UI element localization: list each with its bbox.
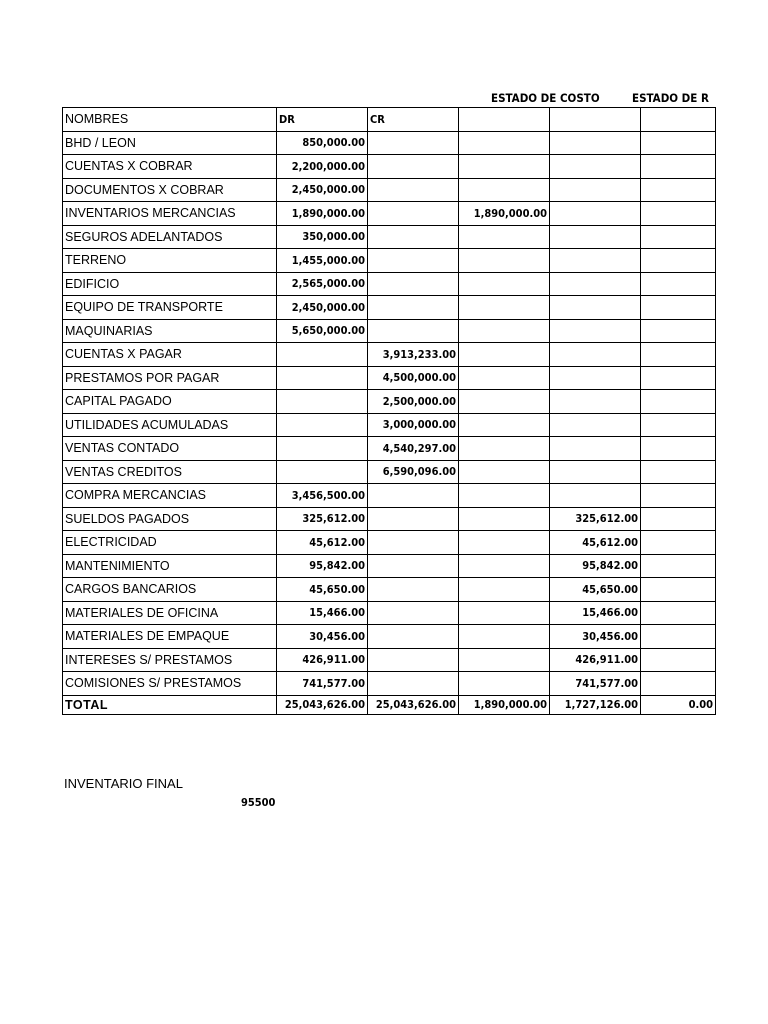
col5-cell[interactable] xyxy=(550,249,641,273)
col6-cell[interactable] xyxy=(641,672,716,696)
account-name-cell[interactable]: CUENTAS X COBRAR xyxy=(63,155,277,179)
col5-cell[interactable] xyxy=(550,484,641,508)
table-row xyxy=(63,272,716,296)
account-name-cell[interactable]: EQUIPO DE TRANSPORTE xyxy=(63,296,277,320)
table-header-row xyxy=(63,108,716,132)
costo-cell[interactable] xyxy=(459,366,550,390)
col6-cell[interactable] xyxy=(641,249,716,273)
costo-cell[interactable] xyxy=(459,155,550,179)
costo-cell[interactable]: 1,890,000.00 xyxy=(459,202,550,226)
dr-cell[interactable]: 1,890,000.00 xyxy=(277,202,368,226)
account-name-cell[interactable]: INTERESES S/ PRESTAMOS xyxy=(63,648,277,672)
col5-cell[interactable] xyxy=(550,272,641,296)
col6-cell[interactable] xyxy=(641,601,716,625)
col5-cell[interactable]: 426,911.00 xyxy=(550,648,641,672)
costo-cell[interactable] xyxy=(459,625,550,649)
costo-cell[interactable] xyxy=(459,601,550,625)
col5-cell[interactable]: 325,612.00 xyxy=(550,507,641,531)
cr-cell[interactable]: 4,500,000.00 xyxy=(368,366,459,390)
dr-header[interactable]: DR xyxy=(277,108,368,132)
table-row xyxy=(63,413,716,437)
costo-cell[interactable] xyxy=(459,648,550,672)
costo-cell[interactable] xyxy=(459,225,550,249)
account-name-cell[interactable]: COMISIONES S/ PRESTAMOS xyxy=(63,672,277,696)
dr-cell[interactable]: 2,200,000.00 xyxy=(277,155,368,179)
col5-cell[interactable] xyxy=(550,178,641,202)
dr-cell[interactable] xyxy=(277,343,368,367)
account-name-cell[interactable]: CARGOS BANCARIOS xyxy=(63,578,277,602)
account-name-cell[interactable]: BHD / LEON xyxy=(63,131,277,155)
col6-cell[interactable] xyxy=(641,319,716,343)
cr-cell[interactable]: 6,590,096.00 xyxy=(368,460,459,484)
cr-cell[interactable] xyxy=(368,319,459,343)
cr-cell[interactable] xyxy=(368,225,459,249)
cr-cell[interactable] xyxy=(368,484,459,508)
table-row xyxy=(63,601,716,625)
account-name-cell[interactable]: SUELDOS PAGADOS xyxy=(63,507,277,531)
nombres-header[interactable]: NOMBRES xyxy=(63,108,277,132)
col6-cell[interactable] xyxy=(641,578,716,602)
col6-cell[interactable] xyxy=(641,202,716,226)
account-name-cell[interactable]: MANTENIMIENTO xyxy=(63,554,277,578)
col5-cell[interactable] xyxy=(550,155,641,179)
col6-cell[interactable] xyxy=(641,343,716,367)
col6-header-cell[interactable] xyxy=(641,108,716,132)
total-col5-cell[interactable]: 1,727,126.00 xyxy=(550,695,641,714)
account-name-cell[interactable]: MAQUINARIAS xyxy=(63,319,277,343)
account-name-cell[interactable]: INVENTARIOS MERCANCIAS xyxy=(63,202,277,226)
account-name-cell[interactable]: MATERIALES DE OFICINA xyxy=(63,601,277,625)
costo-cell[interactable] xyxy=(459,531,550,555)
col5-cell[interactable]: 45,612.00 xyxy=(550,531,641,555)
inventario-final-value[interactable]: 95500 xyxy=(241,796,276,809)
col5-cell[interactable] xyxy=(550,202,641,226)
inventario-final-label: INVENTARIO FINAL xyxy=(64,776,183,791)
dr-cell[interactable]: 2,450,000.00 xyxy=(277,178,368,202)
cr-cell[interactable]: 3,000,000.00 xyxy=(368,413,459,437)
dr-cell[interactable]: 850,000.00 xyxy=(277,131,368,155)
total-account-name-cell[interactable]: TOTAL xyxy=(63,695,277,714)
col5-cell[interactable] xyxy=(550,390,641,414)
col6-cell[interactable] xyxy=(641,531,716,555)
costo-cell[interactable] xyxy=(459,272,550,296)
col5-cell[interactable] xyxy=(550,437,641,461)
col6-cell[interactable] xyxy=(641,648,716,672)
table-row xyxy=(63,460,716,484)
table-row xyxy=(63,225,716,249)
costo-cell[interactable] xyxy=(459,178,550,202)
cr-cell[interactable] xyxy=(368,554,459,578)
account-name-cell[interactable]: ELECTRICIDAD xyxy=(63,531,277,555)
col6-cell[interactable] xyxy=(641,178,716,202)
dr-cell[interactable]: 2,565,000.00 xyxy=(277,272,368,296)
col6-cell[interactable] xyxy=(641,484,716,508)
col6-cell[interactable] xyxy=(641,155,716,179)
col5-cell[interactable] xyxy=(550,319,641,343)
dr-cell[interactable]: 426,911.00 xyxy=(277,648,368,672)
col6-cell[interactable] xyxy=(641,131,716,155)
table-row xyxy=(63,648,716,672)
col6-cell[interactable] xyxy=(641,366,716,390)
col5-cell[interactable]: 45,650.00 xyxy=(550,578,641,602)
cr-cell[interactable] xyxy=(368,178,459,202)
dr-cell[interactable]: 95,842.00 xyxy=(277,554,368,578)
costo-cell[interactable] xyxy=(459,131,550,155)
cr-cell[interactable] xyxy=(368,202,459,226)
costo-cell[interactable] xyxy=(459,390,550,414)
table-row xyxy=(63,484,716,508)
table-row xyxy=(63,178,716,202)
cr-cell[interactable] xyxy=(368,625,459,649)
cr-cell[interactable]: 3,913,233.00 xyxy=(368,343,459,367)
cr-header[interactable]: CR xyxy=(368,108,459,132)
table-row xyxy=(63,249,716,273)
table-row xyxy=(63,437,716,461)
col5-cell[interactable]: 95,842.00 xyxy=(550,554,641,578)
table-row xyxy=(63,131,716,155)
costo-cell[interactable] xyxy=(459,437,550,461)
account-name-cell[interactable]: VENTAS CONTADO xyxy=(63,437,277,461)
account-name-cell[interactable]: CUENTAS X PAGAR xyxy=(63,343,277,367)
dr-cell[interactable]: 2,450,000.00 xyxy=(277,296,368,320)
col6-cell[interactable] xyxy=(641,437,716,461)
total-cr-cell[interactable]: 25,043,626.00 xyxy=(368,695,459,714)
total-costo-cell[interactable]: 1,890,000.00 xyxy=(459,695,550,714)
total-dr-cell[interactable]: 25,043,626.00 xyxy=(277,695,368,714)
table-row xyxy=(63,672,716,696)
col6-cell[interactable] xyxy=(641,225,716,249)
cr-cell[interactable] xyxy=(368,672,459,696)
table-row xyxy=(63,578,716,602)
dr-cell[interactable] xyxy=(277,366,368,390)
col6-cell[interactable] xyxy=(641,413,716,437)
cr-cell[interactable] xyxy=(368,507,459,531)
col6-cell[interactable] xyxy=(641,296,716,320)
table-row xyxy=(63,366,716,390)
dr-cell[interactable] xyxy=(277,390,368,414)
costo-cell[interactable] xyxy=(459,296,550,320)
col5-cell[interactable] xyxy=(550,131,641,155)
table-row xyxy=(63,625,716,649)
estado-de-costo-header: ESTADO DE COSTO xyxy=(491,91,600,105)
col5-cell[interactable]: 741,577.00 xyxy=(550,672,641,696)
costo-header-cell[interactable] xyxy=(459,108,550,132)
table-row xyxy=(63,296,716,320)
total-row xyxy=(63,695,716,714)
dr-cell[interactable]: 741,577.00 xyxy=(277,672,368,696)
table-row xyxy=(63,554,716,578)
cr-cell[interactable] xyxy=(368,272,459,296)
table-row xyxy=(63,202,716,226)
account-name-cell[interactable]: MATERIALES DE EMPAQUE xyxy=(63,625,277,649)
cr-cell[interactable] xyxy=(368,578,459,602)
col5-cell[interactable] xyxy=(550,343,641,367)
col5-cell[interactable]: 30,456.00 xyxy=(550,625,641,649)
cr-cell[interactable]: 4,540,297.00 xyxy=(368,437,459,461)
account-name-cell[interactable]: PRESTAMOS POR PAGAR xyxy=(63,366,277,390)
dr-cell[interactable]: 325,612.00 xyxy=(277,507,368,531)
cr-cell[interactable]: 2,500,000.00 xyxy=(368,390,459,414)
account-name-cell[interactable]: CAPITAL PAGADO xyxy=(63,390,277,414)
col6-cell[interactable] xyxy=(641,554,716,578)
dr-cell[interactable] xyxy=(277,413,368,437)
dr-cell[interactable]: 45,650.00 xyxy=(277,578,368,602)
dr-cell[interactable] xyxy=(277,437,368,461)
dr-cell[interactable]: 30,456.00 xyxy=(277,625,368,649)
col5-cell[interactable]: 15,466.00 xyxy=(550,601,641,625)
col5-cell[interactable] xyxy=(550,366,641,390)
account-name-cell[interactable]: SEGUROS ADELANTADOS xyxy=(63,225,277,249)
dr-cell[interactable]: 3,456,500.00 xyxy=(277,484,368,508)
col6-cell[interactable] xyxy=(641,625,716,649)
col5-cell[interactable] xyxy=(550,460,641,484)
costo-cell[interactable] xyxy=(459,578,550,602)
table-row xyxy=(63,507,716,531)
table-row xyxy=(63,155,716,179)
costo-cell[interactable] xyxy=(459,319,550,343)
cr-cell[interactable] xyxy=(368,601,459,625)
cr-cell[interactable] xyxy=(368,249,459,273)
account-name-cell[interactable]: COMPRA MERCANCIAS xyxy=(63,484,277,508)
table-row xyxy=(63,531,716,555)
dr-cell[interactable]: 5,650,000.00 xyxy=(277,319,368,343)
account-name-cell[interactable]: VENTAS CREDITOS xyxy=(63,460,277,484)
cr-cell[interactable] xyxy=(368,296,459,320)
cr-cell[interactable] xyxy=(368,131,459,155)
col6-cell[interactable] xyxy=(641,390,716,414)
col6-cell[interactable] xyxy=(641,460,716,484)
costo-cell[interactable] xyxy=(459,343,550,367)
account-name-cell[interactable]: DOCUMENTOS X COBRAR xyxy=(63,178,277,202)
dr-cell[interactable] xyxy=(277,460,368,484)
costo-cell[interactable] xyxy=(459,413,550,437)
costo-cell[interactable] xyxy=(459,484,550,508)
col5-cell[interactable] xyxy=(550,296,641,320)
col6-cell[interactable] xyxy=(641,272,716,296)
total-col6-cell[interactable]: 0.00 xyxy=(641,695,716,714)
costo-cell[interactable] xyxy=(459,460,550,484)
dr-cell[interactable]: 45,612.00 xyxy=(277,531,368,555)
cr-cell[interactable] xyxy=(368,531,459,555)
col5-cell[interactable] xyxy=(550,413,641,437)
table-row xyxy=(63,390,716,414)
dr-cell[interactable]: 350,000.00 xyxy=(277,225,368,249)
dr-cell[interactable]: 15,466.00 xyxy=(277,601,368,625)
col5-header-cell[interactable] xyxy=(550,108,641,132)
account-name-cell[interactable]: TERRENO xyxy=(63,249,277,273)
costo-cell[interactable] xyxy=(459,507,550,531)
col5-cell[interactable] xyxy=(550,225,641,249)
table-row xyxy=(63,319,716,343)
account-name-cell[interactable]: EDIFICIO xyxy=(63,272,277,296)
cr-cell[interactable] xyxy=(368,155,459,179)
dr-cell[interactable]: 1,455,000.00 xyxy=(277,249,368,273)
costo-cell[interactable] xyxy=(459,554,550,578)
col6-cell[interactable] xyxy=(641,507,716,531)
cr-cell[interactable] xyxy=(368,648,459,672)
estado-de-resultados-header: ESTADO DE R xyxy=(632,91,709,105)
table-row xyxy=(63,343,716,367)
costo-cell[interactable] xyxy=(459,672,550,696)
costo-cell[interactable] xyxy=(459,249,550,273)
trial-balance-table xyxy=(62,107,716,715)
account-name-cell[interactable]: UTILIDADES ACUMULADAS xyxy=(63,413,277,437)
